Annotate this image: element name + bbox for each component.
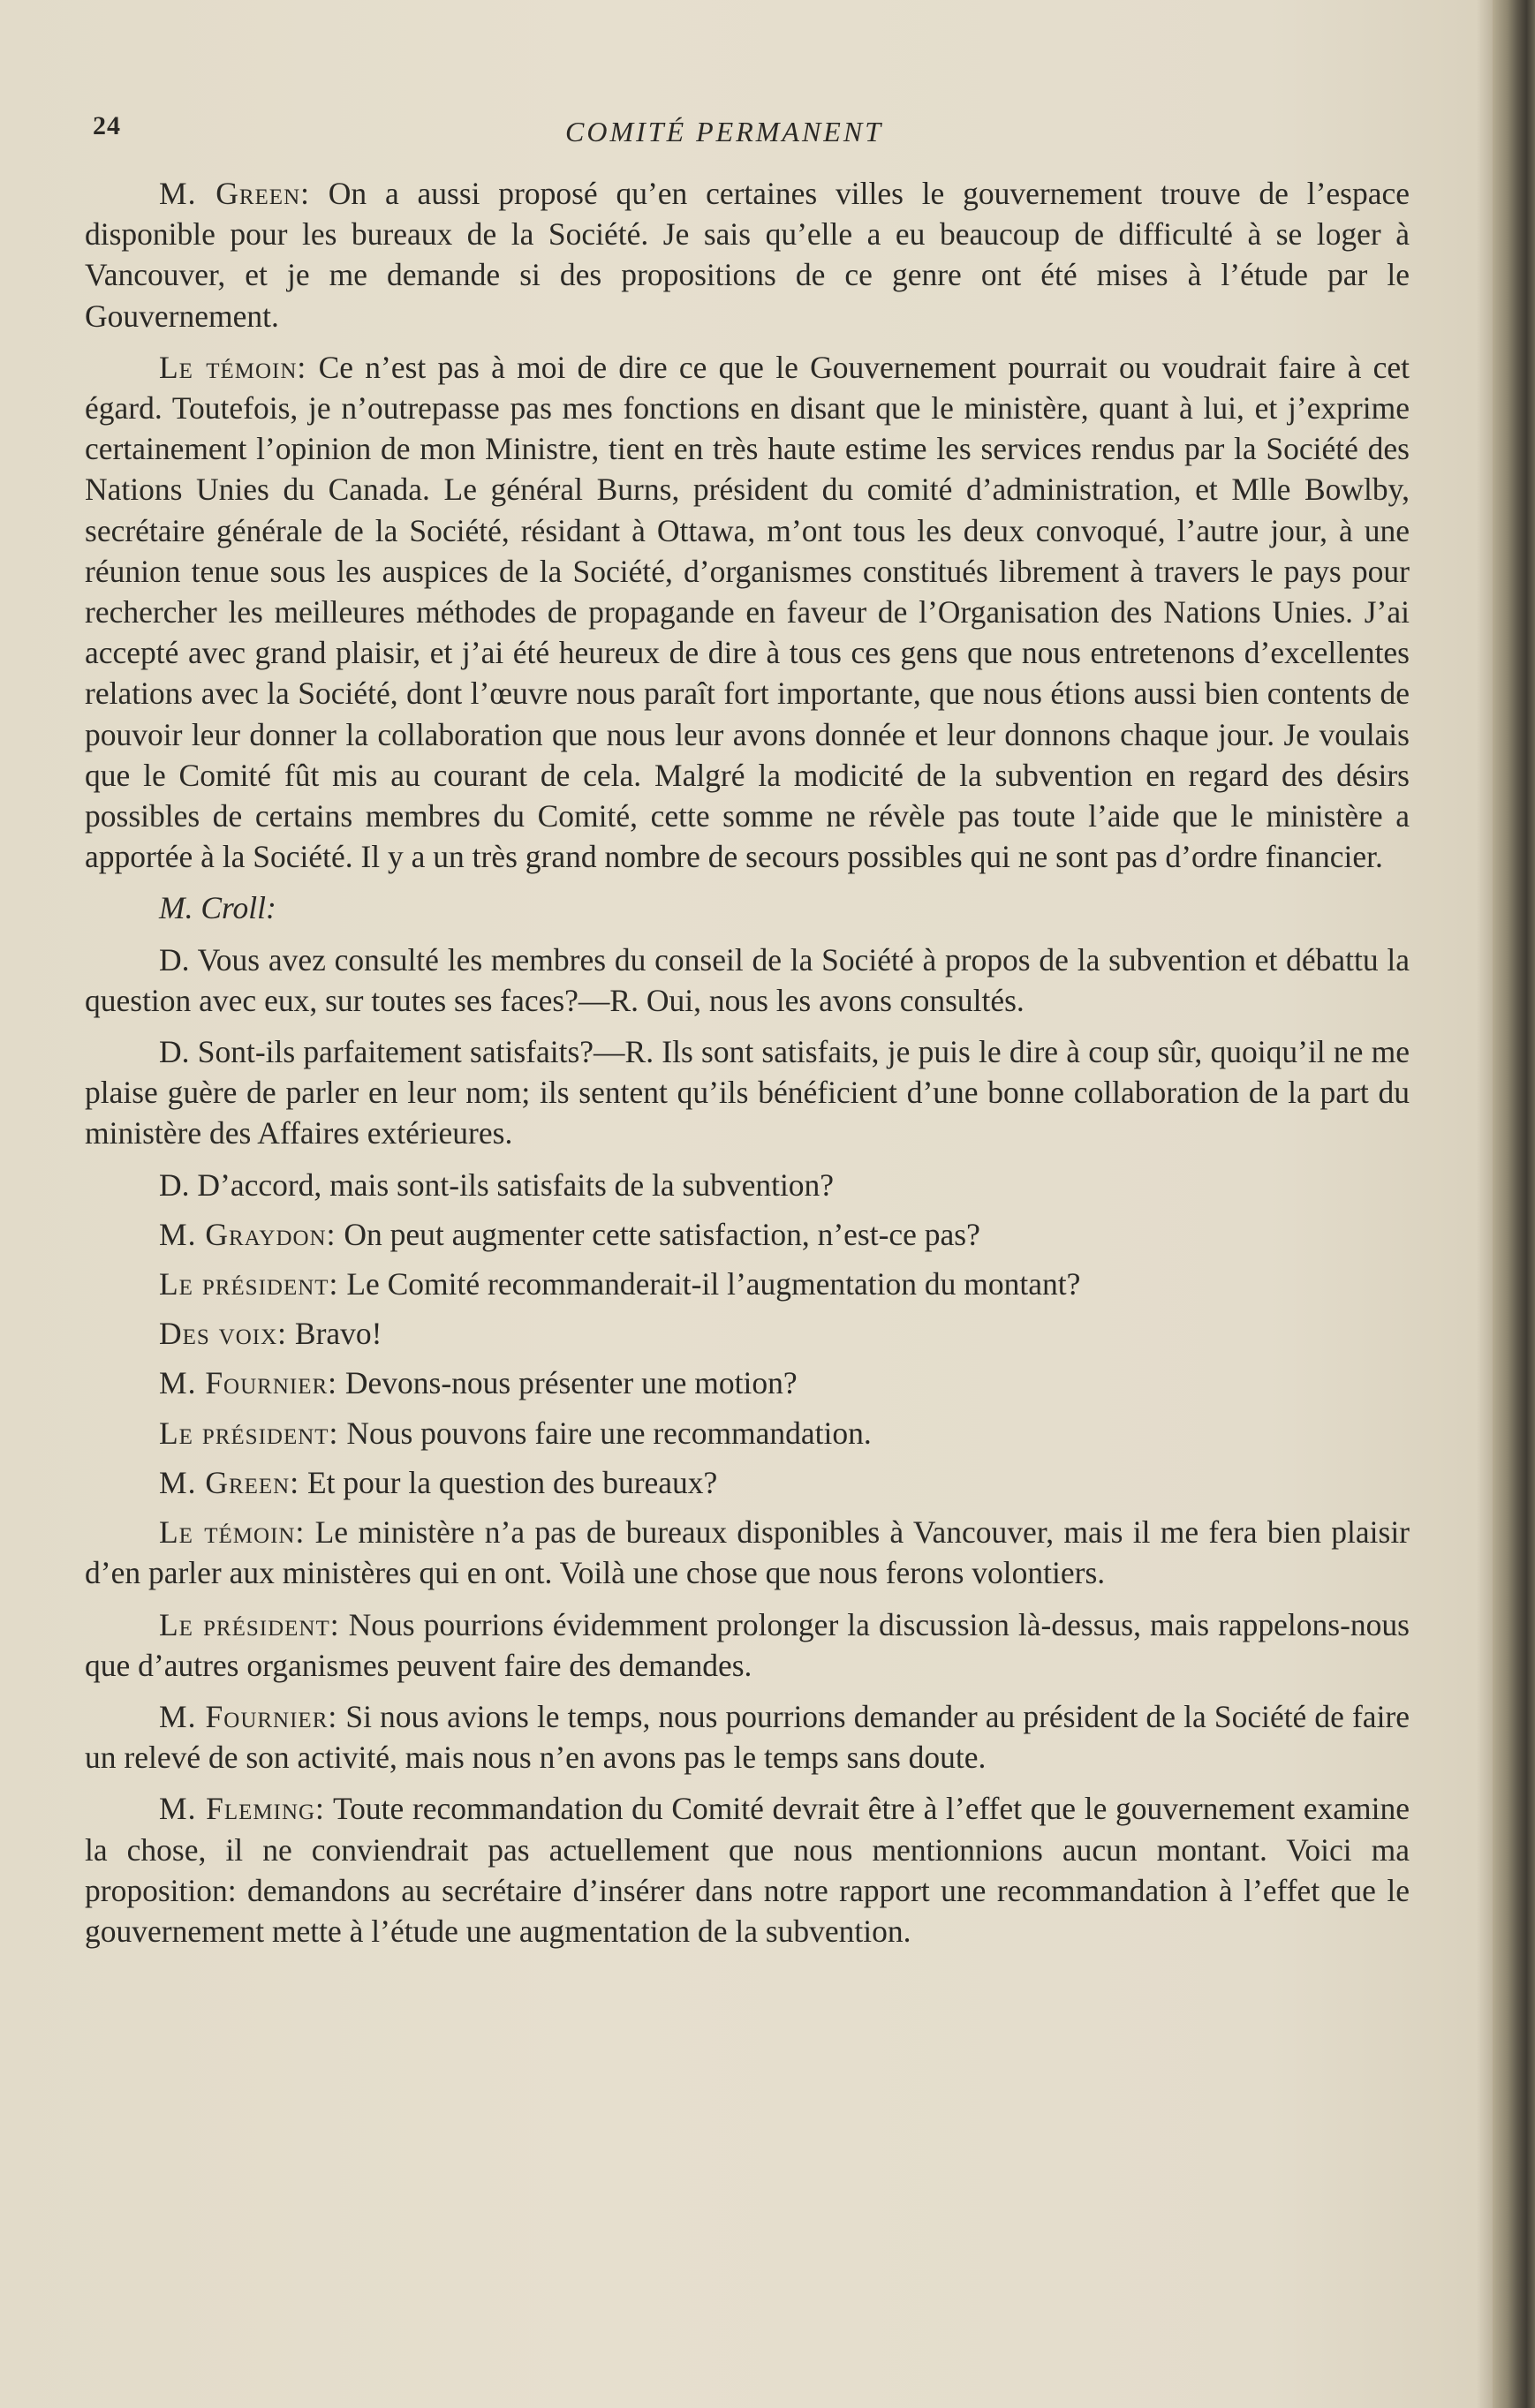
paragraph	[85, 1313, 1410, 1354]
paragraph-text: Nous pouvons faire une recommandation.	[338, 1415, 872, 1451]
speaker-name: M. Green:	[159, 1464, 300, 1500]
paragraph-text: Le ministère n’a pas de bureaux disponibles à Vancouver, mais il me fera bien plaisir d’en parler aux ministères qui en ont. Voilà une chose que nous ferons volontiers.	[85, 1514, 1410, 1591]
paragraph	[85, 1788, 1410, 1951]
paragraph-text: Nous pourrions évidemment prolonger la discussion là-dessus, mais rappelons-nous que d’autres organismes peuvent faire des demandes.	[85, 1606, 1410, 1683]
page-body	[85, 173, 1410, 1962]
paragraph	[85, 1696, 1410, 1778]
speaker-name: Le témoin:	[159, 1514, 306, 1551]
paragraph	[85, 1413, 1410, 1453]
paragraph	[85, 1512, 1410, 1593]
paragraph-text: D. Vous avez consulté les membres du conseil de la Société à propos de la subvention et débattu la question avec eux, sur toutes ses faces?—R. Oui, nous les avons consultés.	[85, 941, 1410, 1018]
speaker-name: Des voix:	[159, 1316, 288, 1352]
paragraph-text: D. Sont-ils parfaitement satisfaits?—R. Ils sont satisfaits, je puis le dire à coup sûr, quoiqu’il ne me plaise guère de parler en leur nom; ils sentent qu’ils bénéficient d’une bonne collaboration de la part du ministère des Affaires extérieures.	[85, 1034, 1410, 1151]
paragraph	[85, 1604, 1410, 1686]
paragraph-text: On peut augmenter cette satisfaction, n’est-ce pas?	[336, 1216, 980, 1252]
section-subhead: M. Croll:	[159, 890, 276, 926]
paragraph-text: Bravo!	[287, 1316, 382, 1352]
paragraph	[85, 1031, 1410, 1154]
paragraph-text: Ce n’est pas à moi de dire ce que le Gouvernement pourrait ou voudrait faire à cet égard. Toutefois, je n’outrepasse pas mes fonctions en disant que le ministère, quant à lui, et j’exprime certainement l’opinion de mon Ministre, tient en très haute estime les services rendus par la Société des Nations Unies du Canada. Le général Burns, président du comité d’administration, et Mlle Bowlby, secrétaire générale de la Société, résidant à Ottawa, m’ont tous les deux convoqué, l’autre jour, à une réunion tenue sous les auspices de la Société, d’organismes constitués librement à travers le pays pour rechercher les meilleures méthodes de propagande en faveur de l’Organisation des Nations Unies. J’ai accepté avec grand plaisir, et j’ai été heureux de dire à tous ces gens que nous entretenons d’excellentes relations avec la Société, dont l’œuvre nous paraît fort importante, que nous étions aussi bien contents de pouvoir leur donner la collaboration que nous leur avons donnée et leur donnons chaque jour. Je voulais que le Comité fût mis au courant de cela. Malgré la modicité de la subvention en regard des désirs possibles de certains membres du Comité, cette somme ne révèle pas toute l’aide que le ministère a apportée à la Société. Il y a un très grand nombre de secours possibles qui ne sont pas d’ordre financier.	[85, 349, 1410, 875]
paragraph	[85, 1214, 1410, 1255]
paragraph	[85, 1264, 1410, 1304]
speaker-name: M. Fournier:	[159, 1698, 338, 1734]
paragraph	[85, 347, 1410, 878]
paragraph-text: Le Comité recommanderait-il l’augmentation du montant?	[338, 1266, 1081, 1302]
paragraph-text: Et pour la question des bureaux?	[299, 1464, 718, 1500]
paragraph-text: D. D’accord, mais sont-ils satisfaits de la subvention?	[159, 1166, 835, 1203]
paragraph-text: Si nous avions le temps, nous pourrions demander au président de la Société de faire un relevé de son activité, mais nous n’en avons pas le temps sans doute.	[85, 1698, 1410, 1776]
speaker-name: M. Green:	[159, 176, 310, 211]
paragraph-text: Devons-nous présenter une motion?	[337, 1365, 798, 1401]
speaker-name: Le président:	[159, 1415, 339, 1451]
paragraph	[85, 1165, 1410, 1205]
speaker-name: Le président:	[159, 1266, 339, 1302]
page-gutter-shadow	[1477, 0, 1493, 2408]
paragraph	[85, 173, 1410, 336]
speaker-name: M. Graydon:	[159, 1216, 336, 1252]
page-number: 24	[93, 111, 121, 140]
book-binding	[1493, 0, 1535, 2408]
paragraph-text: On a aussi proposé qu’en certaines villes le gouvernement trouve de l’espace disponible pour les bureaux de la Société. Je sais qu’elle a eu beaucoup de difficulté à se loger à Vancouver, et je me demande si des propositions de ce genre ont été mises à l’étude par le Gouvernement.	[85, 176, 1410, 334]
running-title: COMITÉ PERMANENT	[565, 116, 883, 147]
paragraph-text: Toute recommandation du Comité devrait être à l’effet que le gouvernement examine la chose, il ne conviendrait pas actuellement que nous mentionnions aucun montant. Voici ma proposition: demandons au secrétaire d’insérer dans notre rapport une recommandation à l’effet que le gouvernement mette à l’étude une augmentation de la subvention.	[85, 1791, 1410, 1949]
speaker-name: M. Fournier:	[159, 1365, 338, 1401]
speaker-name: Le président:	[159, 1606, 340, 1642]
paragraph	[85, 940, 1410, 1021]
speaker-name: Le témoin:	[159, 349, 307, 385]
paragraph	[85, 1462, 1410, 1503]
paragraph	[85, 1363, 1410, 1403]
speaker-name: M. Fleming:	[159, 1791, 325, 1827]
